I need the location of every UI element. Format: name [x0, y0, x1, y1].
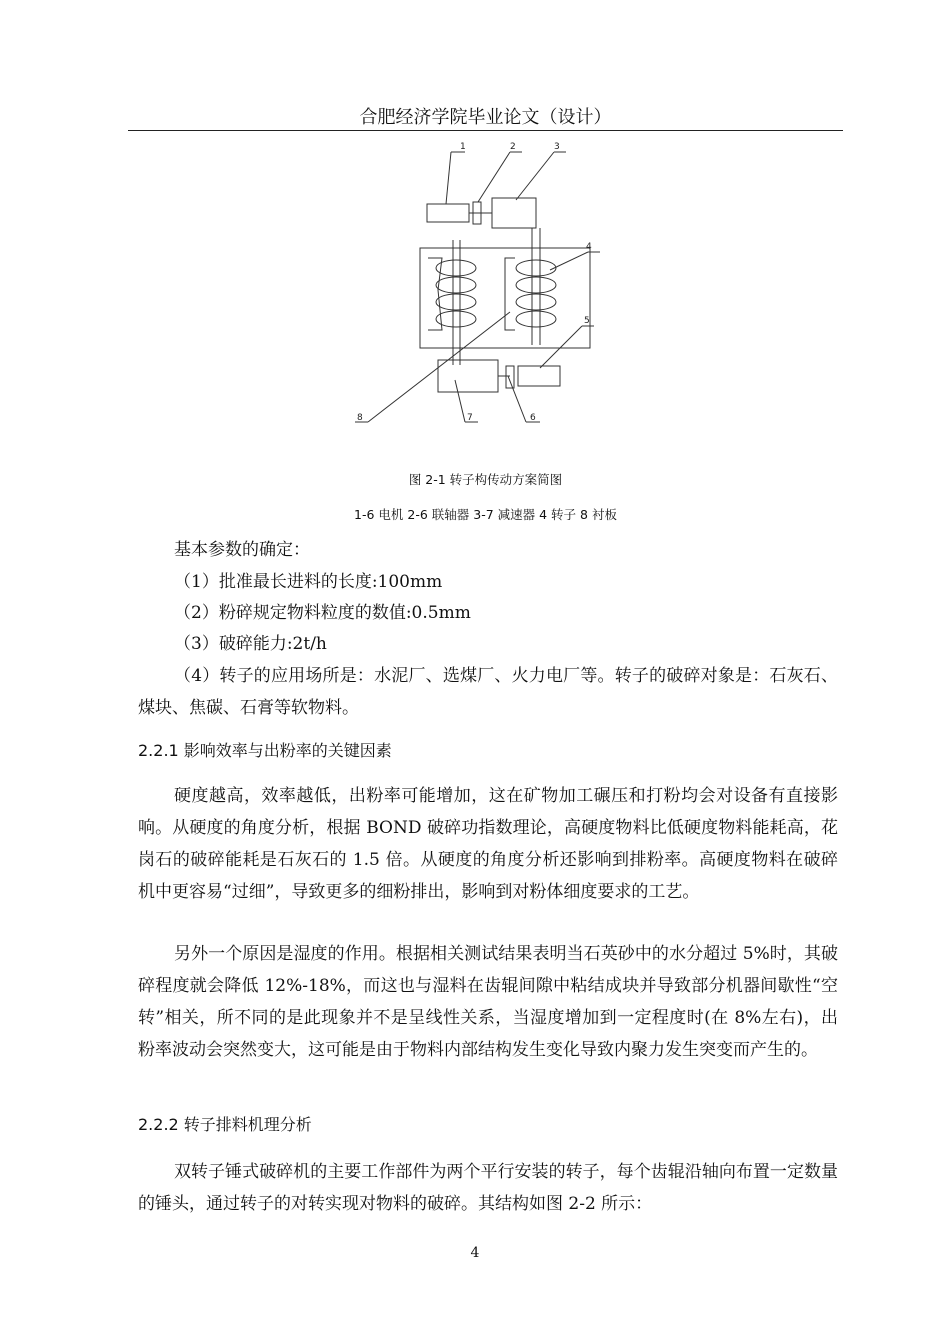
- paragraph-humidity: 另外一个原因是湿度的作用。根据相关测试结果表明当石英砂中的水分超过 5%时，其破碎程度就会降低 12%-18%，而这也与湿料在齿辊间隙中粘结成块并导致部分机器间歇性“空转”相关，所不同的是此现象并不是呈线性关系，当湿度增加到一定程度时(在 8%左右)，出粉率波动会突然变大，这可能是由于物料内部结构发生变化导致内聚力发生突变而产生的。: [138, 944, 838, 1060]
- header-rule: [128, 130, 843, 131]
- transmission-diagram: [350, 140, 610, 430]
- param-item-1: （1）批准最长进料的长度:100mm: [174, 572, 443, 592]
- paragraph-hardness: 硬度越高，效率越低，出粉率可能增加，这在矿物加工碾压和打粉均会对设备有直接影响。从硬度的角度分析，根据 BOND 破碎功指数理论，高硬度物料比低硬度物料能耗高，花岗石的破碎能耗是石灰石的 1.5 倍。从硬度的角度分析还影响到排粉率。高硬度物料在破碎机中更容易“过细”，导致更多的细粉排出，影响到对粉体细度要求的工艺。: [138, 786, 838, 902]
- diagram-label-3: 3: [554, 142, 560, 152]
- figure-caption: 图 2-1 转子构传动方案简图: [408, 472, 563, 487]
- paragraph-rotor-structure: 双转子锤式破碎机的主要工作部件为两个平行安装的转子，每个齿辊沿轴向布置一定数量的锤头，通过转子的对转实现对物料的破碎。其结构如图 2-2 所示：: [138, 1162, 838, 1214]
- page-header-title: 合肥经济学院毕业论文（设计）: [359, 107, 612, 128]
- params-title: 基本参数的确定：: [174, 540, 310, 560]
- reducer-top: [492, 198, 536, 228]
- diagram-label-6: 6: [530, 413, 536, 423]
- param-item-3: （3）破碎能力:2t/h: [174, 634, 327, 654]
- diagram-label-7: 7: [467, 413, 473, 423]
- coupling-bottom: [506, 366, 514, 388]
- diagram-label-8: 8: [357, 413, 363, 423]
- motor-top: [427, 204, 469, 222]
- diagram-label-5: 5: [584, 316, 590, 326]
- diagram-label-1: 1: [460, 142, 466, 152]
- param-item-4: （4）转子的应用场所是：水泥厂、选煤厂、火力电厂等。转子的破碎对象是：石灰石、煤块、焦碳、石膏等软物料。: [138, 666, 838, 718]
- motor-bottom: [518, 366, 560, 386]
- reducer-bottom: [438, 360, 498, 392]
- figure-legend: 1-6 电机 2-6 联轴器 3-7 减速器 4 转子 8 衬板: [354, 507, 617, 522]
- section-heading-2-2-2: 2.2.2 转子排料机理分析: [138, 1115, 312, 1134]
- section-heading-2-2-1: 2.2.1 影响效率与出粉率的关键因素: [138, 741, 392, 760]
- param-item-2: （2）粉碎规定物料粒度的数值:0.5mm: [174, 603, 471, 623]
- page-number: 4: [470, 1245, 480, 1261]
- diagram-label-2: 2: [510, 142, 516, 152]
- diagram-label-4: 4: [586, 242, 592, 252]
